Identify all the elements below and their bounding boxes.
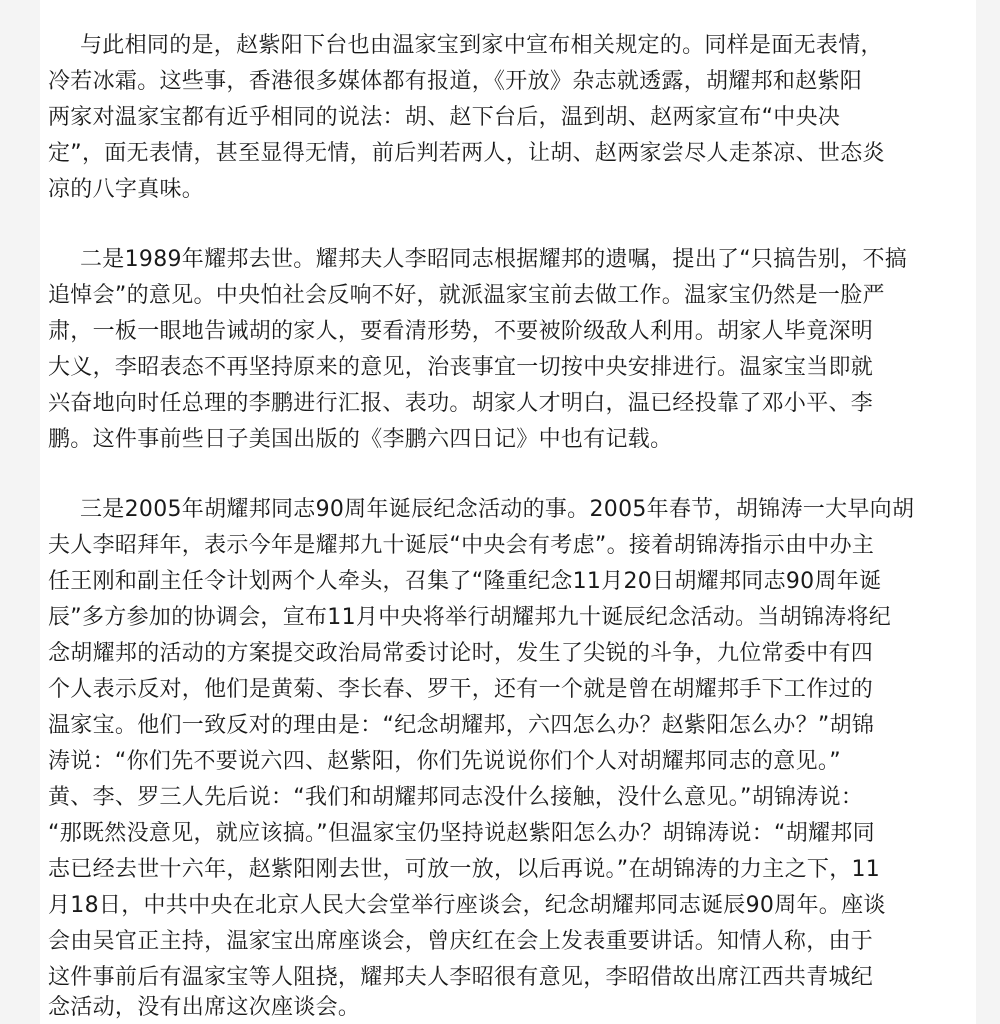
paragraph-3-line-4: 辰”多方参加的协调会，宣布11月中央将举行胡耀邦九十诞辰纪念活动。当胡锦涛将纪 [48, 605, 892, 630]
paragraph-3-line-15: 念活动，没有出席这次座谈会。 [48, 995, 361, 1020]
paragraph-3-line-2: 夫人李昭拜年，表示今年是耀邦九十诞辰“中央会有考虑”。接着胡锦涛指示由中办主 [48, 533, 875, 558]
paragraph-1-line-5: 凉的八字真味。 [48, 177, 205, 202]
paragraph-3-line-6: 个人表示反对，他们是黄菊、李长春、罗干，还有一个就是曾在胡耀邦手下工作过的 [48, 677, 874, 702]
paragraph-2-line-5: 兴奋地向时任总理的李鹏进行汇报、表功。胡家人才明白，温已经投靠了邓小平、李 [48, 391, 874, 416]
paragraph-3-line-11: 志已经去世十六年，赵紫阳刚去世，可放一放，以后再说。”在胡锦涛的力主之下，11 [48, 857, 881, 882]
paragraph-1-line-3: 两家对温家宝都有近乎相同的说法：胡、赵下台后，温到胡、赵两家宣布“中央决 [48, 105, 841, 130]
paragraph-1-line-2: 冷若冰霜。这些事，香港很多媒体都有报道，《开放》杂志就透露，胡耀邦和赵紫阳 [48, 69, 863, 94]
paragraph-2-line-1: 二是1989年耀邦去世。耀邦夫人李昭同志根据耀邦的遗嘱，提出了“只搞告别，不搞 [80, 247, 908, 272]
paragraph-1-line-1: 与此相同的是，赵紫阳下台也由温家宝到家中宣布相关规定的。同样是面无表情， [80, 33, 883, 58]
paragraph-3-line-7: 温家宝。他们一致反对的理由是：“纪念胡耀邦，六四怎么办？赵紫阳怎么办？”胡锦 [48, 713, 875, 738]
paragraph-3-line-5: 念胡耀邦的活动的方案提交政治局常委讨论时，发生了尖锐的斗争，九位常委中有四 [48, 641, 874, 666]
paragraph-1-line-4: 定”，面无表情，甚至显得无情，前后判若两人，让胡、赵两家尝尽人走茶凉、世态炎 [48, 141, 885, 166]
paragraph-3-line-3: 任王刚和副主任令计划两个人牵头，召集了“隆重纪念11月20日胡耀邦同志90周年诞 [48, 569, 882, 594]
paragraph-3-line-14: 这件事前后有温家宝等人阻挠，耀邦夫人李昭很有意见，李昭借故出席江西共青城纪 [48, 965, 874, 990]
paragraph-3-line-8: 涛说：“你们先不要说六四、赵紫阳，你们先说说你们个人对胡耀邦同志的意见。” [48, 749, 841, 774]
paragraph-3-line-10: “那既然没意见，就应该搞。”但温家宝仍坚持说赵紫阳怎么办？胡锦涛说：“胡耀邦同 [48, 821, 875, 846]
paragraph-2-line-4: 大义，李昭表态不再坚持原来的意见，治丧事宜一切按中央安排进行。温家宝当即就 [48, 355, 874, 380]
document-page [40, 0, 976, 1024]
paragraph-2-line-2: 追悼会”的意见。中央怕社会反响不好，就派温家宝前去做工作。温家宝仍然是一脸严 [48, 283, 885, 308]
paragraph-2-line-3: 肃，一板一眼地告诫胡的家人，要看清形势，不要被阶级敌人利用。胡家人毕竟深明 [48, 319, 874, 344]
paragraph-2-line-6: 鹏。这件事前些日子美国出版的《李鹏六四日记》中也有记载。 [48, 427, 673, 452]
paragraph-3-line-12: 月18日，中共中央在北京人民大会堂举行座谈会，纪念胡耀邦同志诞辰90周年。座谈 [48, 893, 886, 918]
paragraph-3-line-13: 会由吴官正主持，温家宝出席座谈会，曾庆红在会上发表重要讲话。知情人称，由于 [48, 929, 874, 954]
paragraph-3-line-9: 黄、李、罗三人先后说：“我们和胡耀邦同志没什么接触，没什么意见。”胡锦涛说： [48, 785, 864, 810]
paragraph-3-line-1: 三是2005年胡耀邦同志90周年诞辰纪念活动的事。2005年春节，胡锦涛一大早向胡 [80, 497, 915, 522]
